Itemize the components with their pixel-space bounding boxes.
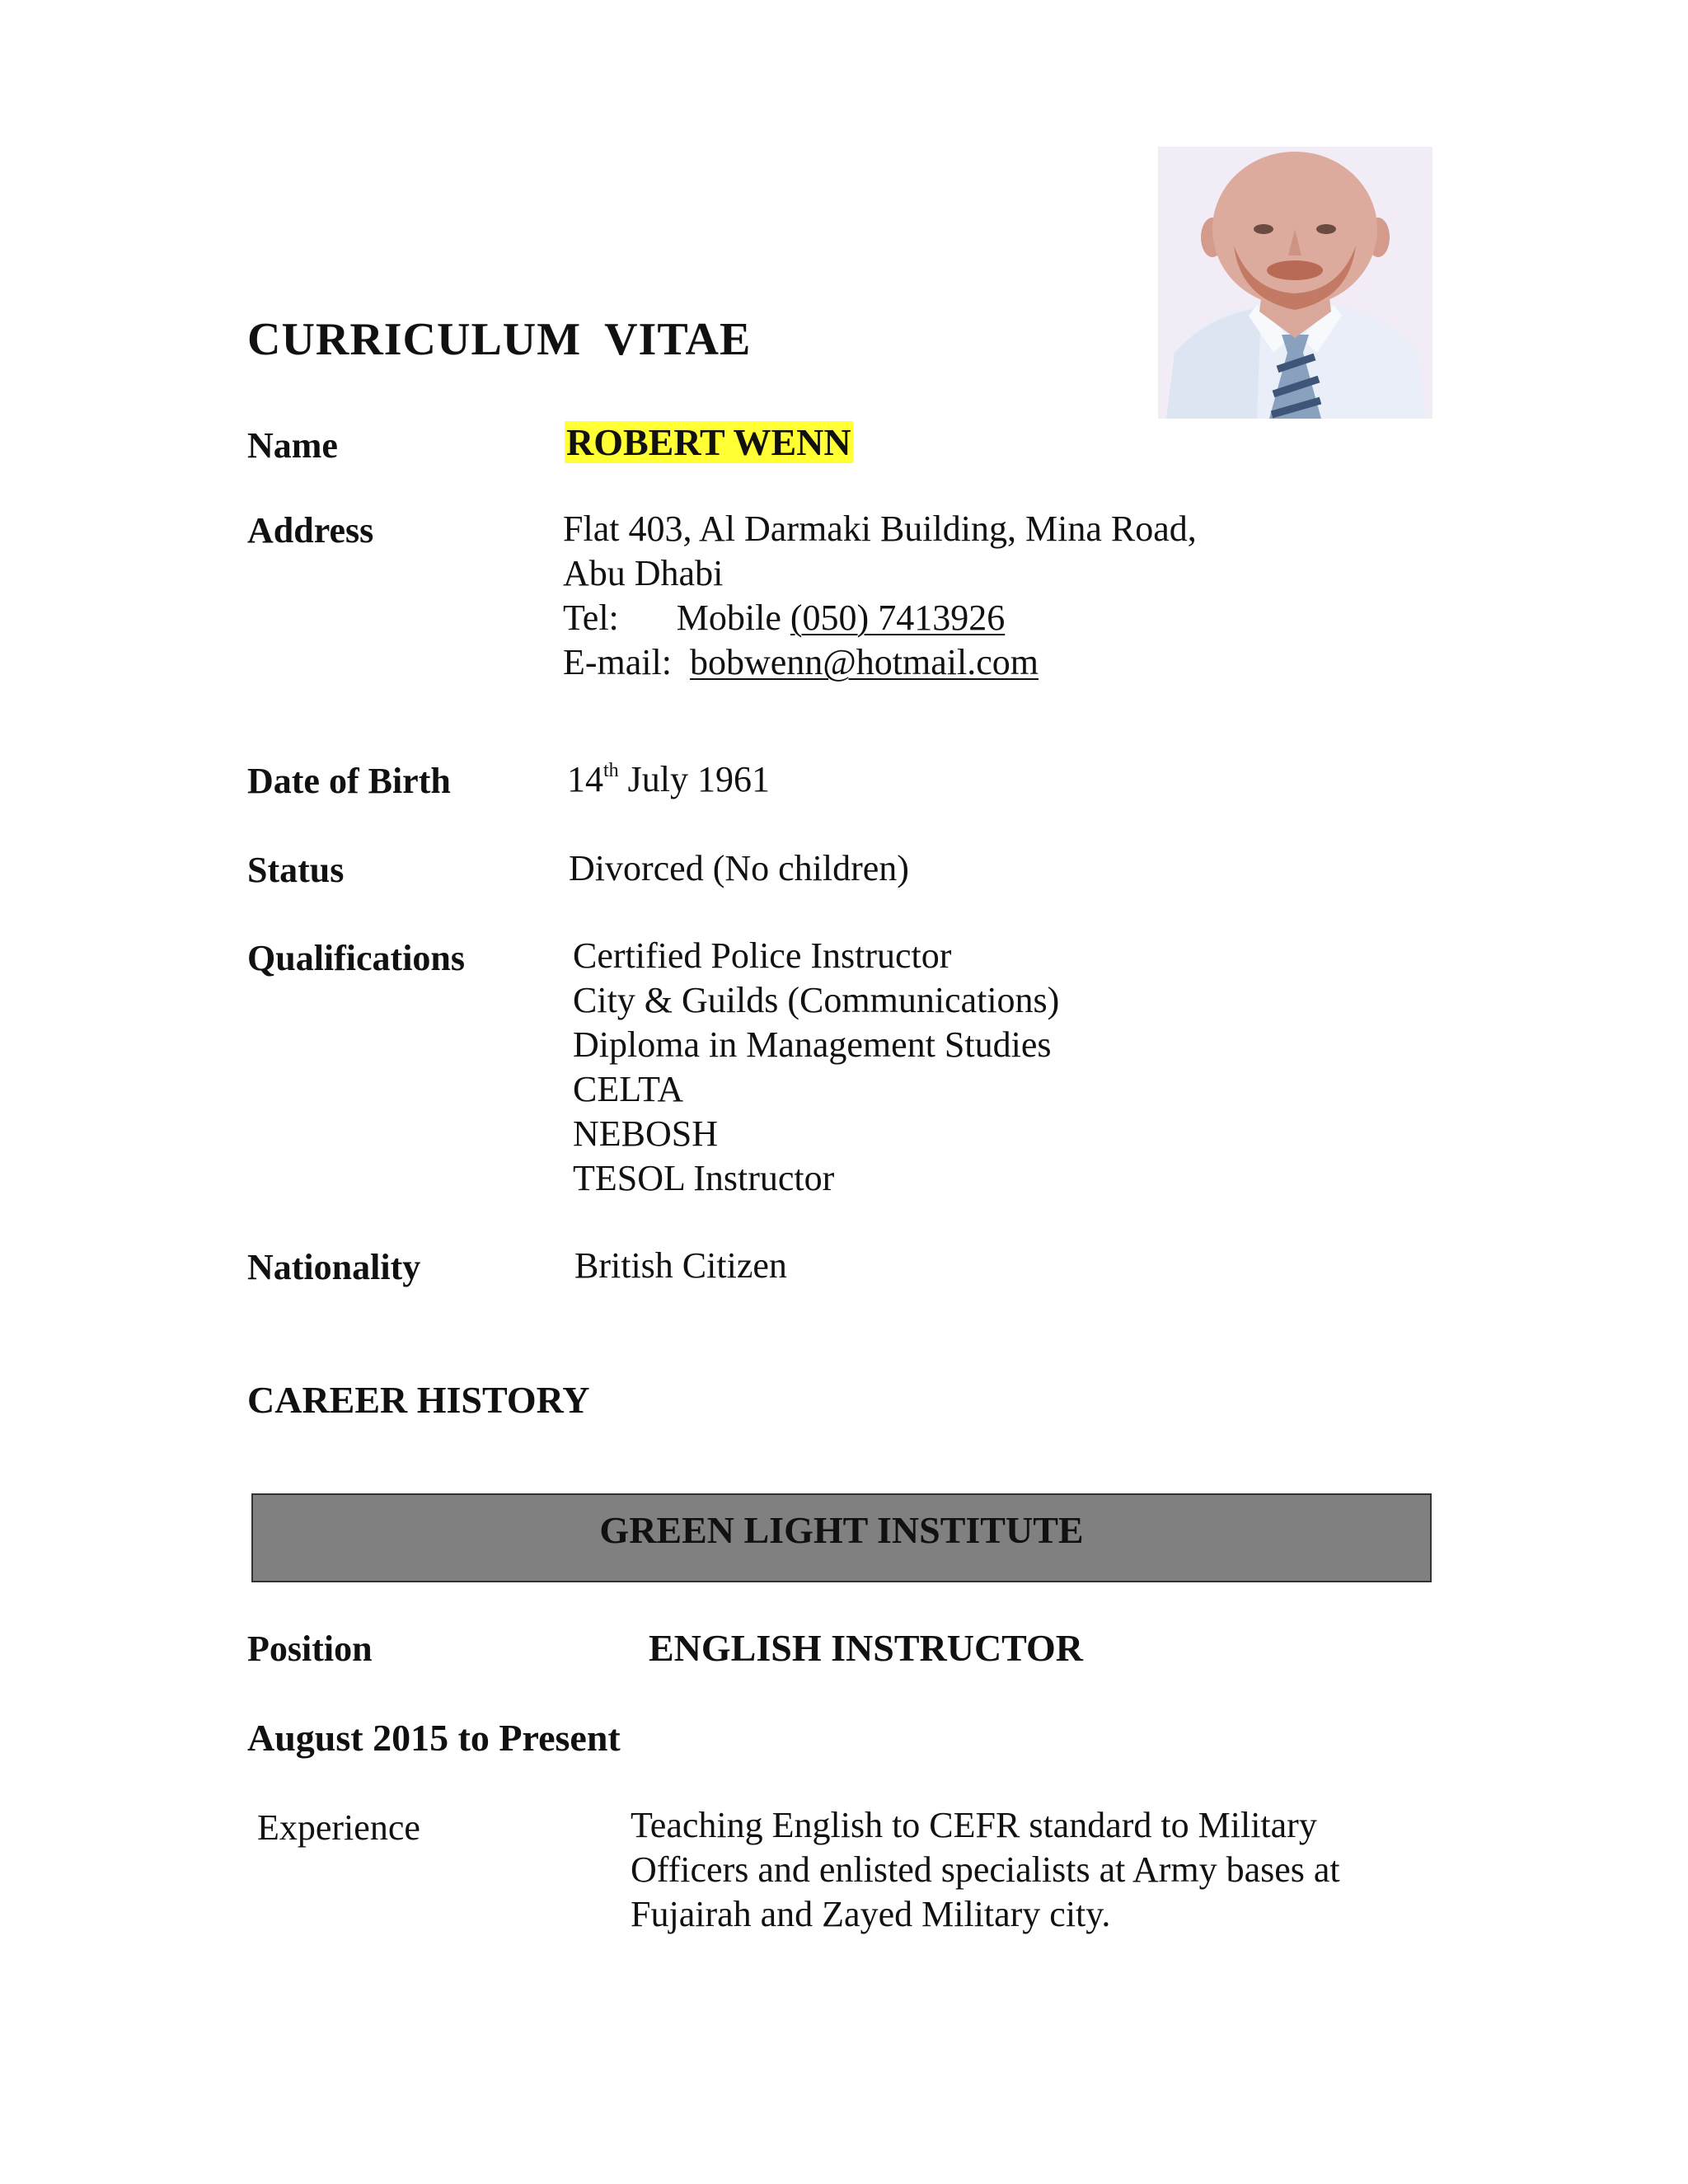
company-banner bbox=[251, 1493, 1432, 1582]
tel-label: Tel: bbox=[563, 598, 619, 638]
name-label: Name bbox=[247, 425, 338, 466]
career-history-heading: CAREER HISTORY bbox=[247, 1379, 590, 1421]
address-line-1: Flat 403, Al Darmaki Building, Mina Road, bbox=[563, 509, 1197, 549]
company-name: GREEN LIGHT INSTITUTE bbox=[599, 1509, 1084, 1551]
qualification-item: City & Guilds (Communications) bbox=[573, 980, 1060, 1020]
dob-value bbox=[567, 757, 770, 802]
dob-day: 14 bbox=[567, 759, 603, 799]
experience-line: Teaching English to CEFR standard to Military bbox=[631, 1805, 1317, 1845]
mobile-number-link[interactable]: (050) 7413926 bbox=[790, 598, 1006, 638]
dob-label: Date of Birth bbox=[247, 761, 451, 801]
status-label: Status bbox=[247, 850, 345, 890]
experience-line: Fujairah and Zayed Military city. bbox=[631, 1894, 1111, 1934]
qualification-item: Diploma in Management Studies bbox=[573, 1024, 1052, 1065]
qualifications-list bbox=[573, 934, 1059, 1201]
qualification-item: NEBOSH bbox=[573, 1113, 719, 1154]
experience-line: Officers and enlisted specialists at Army bases at bbox=[631, 1849, 1340, 1890]
full-name: ROBERT WENN bbox=[566, 421, 851, 463]
nationality-label: Nationality bbox=[247, 1247, 421, 1287]
portrait-image bbox=[1158, 147, 1432, 419]
qualification-item: Certified Police Instructor bbox=[573, 935, 952, 976]
mobile-label: Mobile bbox=[676, 598, 781, 638]
profile-photo bbox=[1158, 147, 1432, 419]
status-value: Divorced (No children) bbox=[569, 848, 909, 888]
email-link[interactable]: bobwenn@hotmail.com bbox=[689, 642, 1039, 682]
telephone-line bbox=[563, 596, 1197, 640]
address-line-2: Abu Dhabi bbox=[563, 553, 724, 593]
address-block bbox=[563, 507, 1197, 685]
position-value: ENGLISH INSTRUCTOR bbox=[649, 1627, 1084, 1669]
address-label: Address bbox=[247, 510, 374, 551]
employment-period: August 2015 to Present bbox=[247, 1717, 621, 1759]
experience-description bbox=[631, 1803, 1340, 1937]
qualifications-label: Qualifications bbox=[247, 938, 466, 978]
dob-suffix: th bbox=[603, 760, 619, 781]
document-title: CURRICULUM VITAE bbox=[247, 314, 752, 365]
experience-label: Experience bbox=[257, 1807, 420, 1848]
position-label: Position bbox=[247, 1629, 373, 1669]
dob-month-year: July 1961 bbox=[627, 759, 771, 799]
qualification-item: CELTA bbox=[573, 1069, 684, 1109]
nationality-value: British Citizen bbox=[574, 1245, 787, 1286]
email-label: E-mail: bbox=[563, 642, 672, 682]
email-line bbox=[563, 640, 1197, 685]
qualification-item: TESOL Instructor bbox=[573, 1158, 835, 1198]
